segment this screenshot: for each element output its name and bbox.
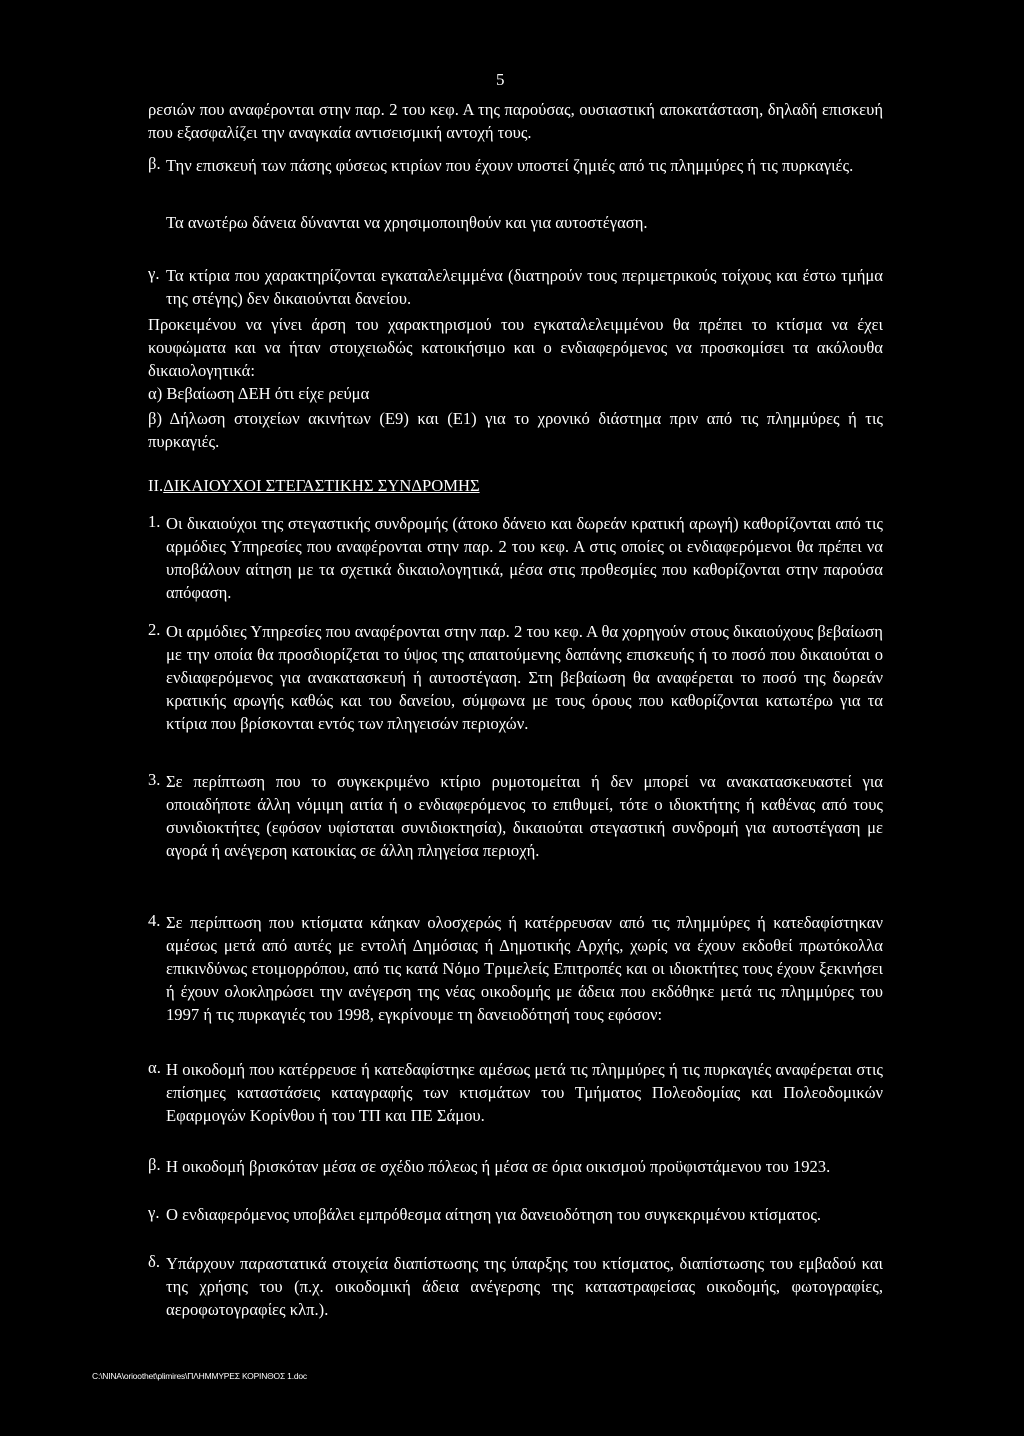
point-3-paragraph: Σε περίπτωση που το συγκεκριμένο κτίριο ρυμοτομείται ή δεν μπορεί να ανακατασκευαστεί για οποιαδήποτε άλλη νόμιμη αιτία ή ο ενδιαφερόμενος το επιθυμεί, τότε ο ιδιοκτήτης ή καθένας από τους συνιδιοκτήτες (εφόσον υφίσταται συνιδιοκτησία), δικαιούται στεγαστική συνδρομή για αυτοστέγαση με αγορά ή ανέγερση κατοικίας σε άλλη πληγείσα περιοχή. <box>166 772 883 860</box>
self-housing-note: Τα ανωτέρω δάνεια δύνανται να χρησιμοποιηθούν και για αυτοστέγαση. <box>166 213 648 232</box>
intro-paragraph: ρεσιών που αναφέρονται στην παρ. 2 του κεφ. Α της παρούσας, ουσιαστική αποκατάσταση, δηλαδή επισκευή που εξασφαλίζει την αναγκαία αντισεισμική αντοχή τους. <box>148 100 883 142</box>
point-4-marker: 4. <box>148 911 161 930</box>
point-1-paragraph: Οι δικαιούχοι της στεγαστικής συνδρομής (άτοκο δάνειο και δωρεάν κρατική αρωγή) καθορίζονται από τις αρμόδιες Υπηρεσίες που αναφέρονται στην παρ. 2 του κεφ. Α στις οποίες οι ενδιαφερόμενοι θα πρέπει να υποβάλουν αίτηση με τα σχετικά δικαιολογητικά, μέσα στις προθεσμίες που καθορίζονται στην παρούσα απόφαση. <box>166 514 883 602</box>
section-title: ΔΙΚΑΙΟΥΧΟΙ ΣΤΕΓΑΣΤΙΚΗΣ ΣΥΝΔΡΟΜΗΣ <box>163 476 480 495</box>
section-heading <box>148 474 480 497</box>
item-b-marker: β. <box>148 154 161 173</box>
point-2-paragraph: Οι αρμόδιες Υπηρεσίες που αναφέρονται στην παρ. 2 του κεφ. Α θα χορηγούν στους δικαιούχους βεβαίωση με την οποία θα προσδιορίζεται το ύψος της απαιτούμενης δαπάνης επισκευής ή το ποσό που δικαιούται ο ενδιαφερόμενος για ανακατασκευή ή αυτοστέγαση. Στη βεβαίωση θα αναφέρεται το ποσό της δωρεάν κρατικής αρωγής καθώς και του δανείου, σύμφωνα με τους όρους που καθορίζονται κατωτέρω για τα κτίρια που βρίσκονται εντός των πληγεισών περιοχών. <box>166 622 883 733</box>
doc-a-item: α) Βεβαίωση ΔΕΗ ότι είχε ρεύμα <box>148 384 370 403</box>
condition-a-marker: α. <box>148 1058 161 1077</box>
point-2-marker: 2. <box>148 620 161 639</box>
condition-d-marker: δ. <box>148 1252 160 1271</box>
point-4-paragraph: Σε περίπτωση που κτίσματα κάηκαν ολοσχερώς ή κατέρρευσαν από τις πλημμύρες ή κατεδαφίστηκαν αμέσως μετά από αυτές με εντολή Δημόσιας ή Δημοτικής Αρχής, χωρίς να έχουν εκδοθεί πρωτόκολλα επικινδύνως ετοιμορρόπου, από τις κατά Νόμο Τριμελείς Επιτροπές και οι ιδιοκτήτες τους έχουν ξεκινήσει ή έχουν ολοκληρώσει την ανέγερση της νέας οικοδομής με άδεια που εκδόθηκε μετά τις πλημμύρες του 1997 ή τις πυρκαγιές του 1998, εγκρίνουμε τη δανειοδότησή τους εφόσον: <box>166 913 883 1024</box>
point-3-marker: 3. <box>148 770 161 789</box>
condition-d-paragraph: Υπάρχουν παραστατικά στοιχεία διαπίστωσης της ύπαρξης του κτίσματος, διαπίστωσης του εμβαδού και της χρήσης του (π.χ. οικοδομική άδεια ανέγερσης της καταστραφείσας οικοδομής, φωτογραφίες, αεροφωτογραφίες κλπ.). <box>166 1254 883 1319</box>
condition-b-marker: β. <box>148 1155 161 1174</box>
point-1-marker: 1. <box>148 512 161 531</box>
section-number: ΙΙ. <box>148 476 164 495</box>
condition-c-marker: γ. <box>148 1203 160 1222</box>
item-g-paragraph: Τα κτίρια που χαρακτηρίζονται εγκαταλελειμμένα (διατηρούν τους περιμετρικούς τοίχους και έστω τμήμα της στέγης) δεν δικαιούνται δανείου. <box>166 266 883 308</box>
item-b-paragraph: Την επισκευή των πάσης φύσεως κτιρίων που έχουν υποστεί ζημιές από τις πλημμύρες ή τις πυρκαγιές. <box>166 156 854 175</box>
footer-file-path: C:\NINA\orioothet\plimires\ΠΛΗΜΜΥΡΕΣ ΚΟΡΙΝΘΟΣ 1.doc <box>92 1371 307 1381</box>
abandoned-paragraph: Προκειμένου να γίνει άρση του χαρακτηρισμού του εγκαταλελειμμένου θα πρέπει το κτίσμα να έχει κουφώματα και να ήταν στοιχειωδώς κατοικήσιμο και ο ενδιαφερόμενος να προσκομίσει τα ακόλουθα δικαιολογητικά: <box>148 315 883 380</box>
condition-a-paragraph: Η οικοδομή που κατέρρευσε ή κατεδαφίστηκε αμέσως μετά τις πλημμύρες ή τις πυρκαγιές αναφέρεται στις επίσημες καταστάσεις καταγραφής των κτισμάτων του Τμήματος Πολεοδομίας και Πολεοδομικών Εφαρμογών Κορίνθου ή του ΤΠ και ΠΕ Σάμου. <box>166 1060 883 1125</box>
condition-c-paragraph: Ο ενδιαφερόμενος υποβάλει εμπρόθεσμα αίτηση για δανειοδότηση του συγκεκριμένου κτίσματος. <box>166 1205 822 1224</box>
item-g-marker: γ. <box>148 264 160 283</box>
page-number: 5 <box>496 70 505 89</box>
doc-b-item: β) Δήλωση στοιχείων ακινήτων (Ε9) και (Ε1) για το χρονικό διάστημα πριν από τις πλημμύρες ή τις πυρκαγιές. <box>148 409 883 451</box>
condition-b-paragraph: Η οικοδομή βρισκόταν μέσα σε σχέδιο πόλεως ή μέσα σε όρια οικισμού προϋφιστάμενου του 1923. <box>166 1157 831 1176</box>
